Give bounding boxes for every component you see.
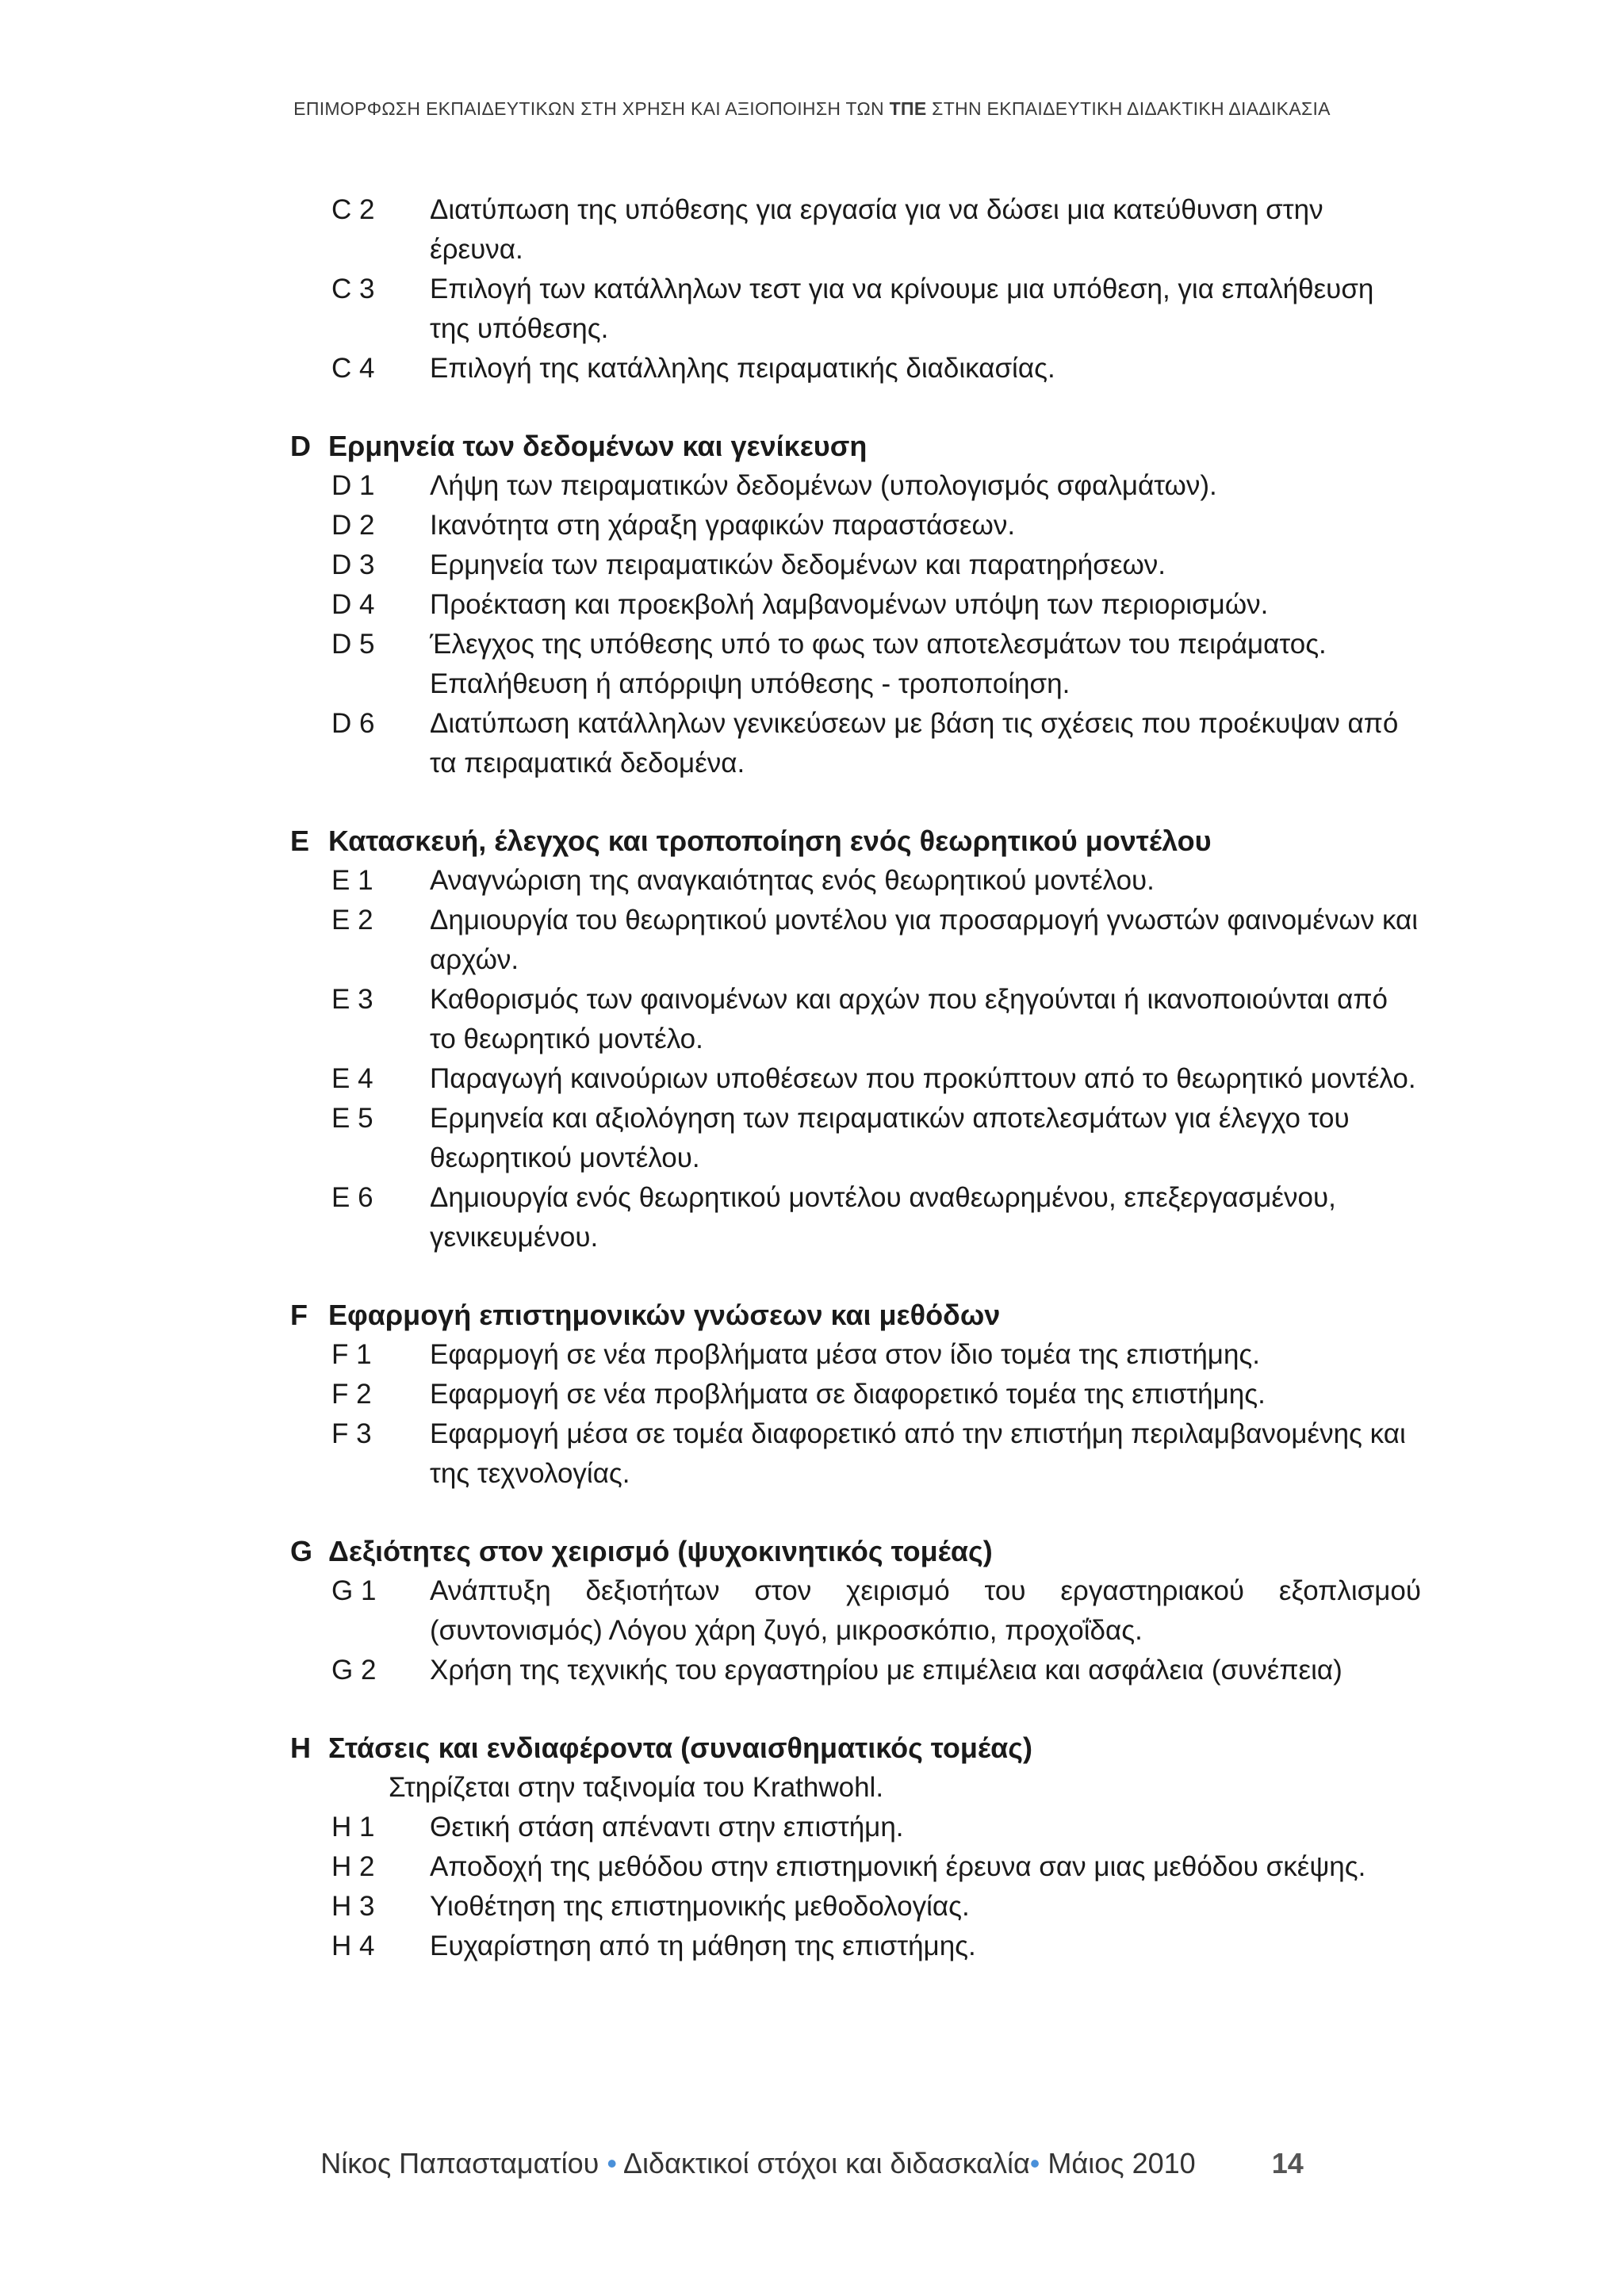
section-heading xyxy=(290,1295,1624,1335)
section-letter: E xyxy=(290,825,310,857)
item-code: D 2 xyxy=(331,510,375,541)
item-code: F 2 xyxy=(331,1379,372,1410)
section-letter: F xyxy=(290,1299,308,1331)
section-letter: G xyxy=(290,1535,313,1567)
list-item xyxy=(0,1887,1624,1927)
item-code: E 6 xyxy=(331,1182,373,1213)
list-item xyxy=(0,1414,1624,1494)
section-letter: D xyxy=(290,430,311,462)
list-item xyxy=(0,270,1624,349)
list-item xyxy=(0,1651,1624,1690)
item-code: C 4 xyxy=(331,353,375,384)
page-header xyxy=(0,98,1624,120)
footer-bullet-icon: • xyxy=(1029,2147,1040,2179)
section-title: Δεξιότητες στον χειρισμό (ψυχοκινητικός τομέας) xyxy=(328,1535,993,1567)
item-code: E 5 xyxy=(331,1103,373,1134)
list-item xyxy=(0,1335,1624,1375)
section xyxy=(0,427,1624,783)
footer-date: Μάιος 2010 xyxy=(1048,2147,1196,2179)
section-title: Κατασκευή, έλεγχος και τροποποίηση ενός θεωρητικού μοντέλου xyxy=(328,825,1212,857)
footer-title: Διδακτικοί στόχοι και διδασκαλία xyxy=(622,2147,1030,2179)
item-code: D 4 xyxy=(331,589,375,620)
list-item xyxy=(0,1808,1624,1847)
section-title: Στάσεις και ενδιαφέροντα (συναισθηματικός τομέας) xyxy=(328,1732,1032,1764)
item-text: Χρήση της τεχνικής του εργαστηρίου με επιμέλεια και ασφάλεια (συνέπεια) xyxy=(430,1655,1342,1686)
item-code: H 3 xyxy=(331,1891,375,1922)
page-footer xyxy=(0,2147,1624,2180)
list-item xyxy=(0,585,1624,625)
item-code: E 1 xyxy=(331,865,373,896)
list-item xyxy=(0,1847,1624,1887)
list-item xyxy=(0,349,1624,388)
section-heading xyxy=(290,427,1624,466)
list-item xyxy=(0,861,1624,901)
item-code: F 3 xyxy=(331,1418,372,1449)
section xyxy=(0,821,1624,1257)
list-item xyxy=(0,1375,1624,1414)
section xyxy=(0,1728,1624,1966)
header-text-after: ΣΤΗΝ ΕΚΠΑΙΔΕΥΤΙΚΗ ΔΙΔΑΚΤΙΚΗ ΔΙΑΔΙΚΑΣΙΑ xyxy=(926,98,1331,119)
item-text: Ανάπτυξη δεξιοτήτων στον χειρισμό του εργαστηριακού εξοπλισμού (συντονισμός) Λόγου χάρη ζυγό, μικροσκόπιο, προχοΐδας. xyxy=(430,1575,1421,1646)
item-text: Ικανότητα στη χάραξη γραφικών παραστάσεων. xyxy=(430,510,1016,541)
list-item xyxy=(0,1099,1624,1178)
item-code: H 2 xyxy=(331,1851,375,1882)
item-code: G 1 xyxy=(331,1575,377,1606)
list-item xyxy=(0,1059,1624,1099)
section-title: Ερμηνεία των δεδομένων και γενίκευση xyxy=(328,430,868,462)
section-heading xyxy=(290,821,1624,861)
item-text: Διατύπωση κατάλληλων γενικεύσεων με βάση τις σχέσεις που προέκυψαν από τα πειραματικά δεδομένα. xyxy=(430,708,1399,779)
section-letter: H xyxy=(290,1732,311,1764)
item-text: Εφαρμογή μέσα σε τομέα διαφορετικό από την επιστήμη περιλαμβανομένης και της τεχνολογίας. xyxy=(430,1418,1406,1489)
list-item xyxy=(0,704,1624,783)
list-item xyxy=(0,190,1624,270)
list-item xyxy=(0,1178,1624,1257)
item-text: Επιλογή των κατάλληλων τεστ για να κρίνουμε μια υπόθεση, για επαλήθευση της υπόθεσης. xyxy=(430,274,1374,344)
document-body xyxy=(0,190,1624,2004)
list-item xyxy=(0,545,1624,585)
section-intro: Στηρίζεται στην ταξινομία του Krathwohl. xyxy=(389,1772,884,1803)
footer-author: Νίκος Παπασταματίου xyxy=(320,2147,599,2179)
section-heading xyxy=(290,1532,1624,1571)
item-text: Προέκταση και προεκβολή λαμβανομένων υπόψη των περιορισμών. xyxy=(430,589,1269,620)
item-text: Παραγωγή καινούριων υποθέσεων που προκύπτουν από το θεωρητικό μοντέλο. xyxy=(430,1063,1416,1094)
item-text: Αναγνώριση της αναγκαιότητας ενός θεωρητικού μοντέλου. xyxy=(430,865,1155,896)
section xyxy=(0,190,1624,388)
section-title: Εφαρμογή επιστημονικών γνώσεων και μεθόδων xyxy=(328,1299,1001,1331)
item-text: Λήψη των πειραματικών δεδομένων (υπολογισμός σφαλμάτων). xyxy=(430,470,1217,501)
item-code: C 2 xyxy=(331,194,375,225)
item-text: Εφαρμογή σε νέα προβλήματα σε διαφορετικό τομέα της επιστήμης. xyxy=(430,1379,1266,1410)
item-text: Επιλογή της κατάλληλης πειραματικής διαδικασίας. xyxy=(430,353,1055,384)
item-text: Έλεγχος της υπόθεσης υπό το φως των αποτελεσμάτων του πειράματος. Επαλήθευση ή απόρριψη υπόθεσης - τροποποίηση. xyxy=(430,629,1327,699)
item-text: Θετική στάση απέναντι στην επιστήμη. xyxy=(430,1812,904,1843)
header-text-before: ΕΠΙΜΟΡΦΩΣΗ ΕΚΠΑΙΔΕΥΤΙΚΩΝ ΣΤΗ ΧΡΗΣΗ ΚΑΙ ΑΞΙΟΠΟΙΗΣΗ ΤΩΝ xyxy=(293,98,890,119)
item-text: Καθορισμός των φαινομένων και αρχών που εξηγούνται ή ικανοποιούνται από το θεωρητικό μοντέλο. xyxy=(430,984,1388,1054)
list-item xyxy=(0,901,1624,980)
item-code: E 2 xyxy=(331,905,373,936)
item-text: Ερμηνεία και αξιολόγηση των πειραματικών αποτελεσμάτων για έλεγχο του θεωρητικού μοντέλου. xyxy=(430,1103,1350,1173)
item-text: Δημιουργία ενός θεωρητικού μοντέλου αναθεωρημένου, επεξεργασμένου, γενικευμένου. xyxy=(430,1182,1336,1253)
list-item xyxy=(0,1927,1624,1966)
item-text: Δημιουργία του θεωρητικού μοντέλου για προσαρμογή γνωστών φαινομένων και αρχών. xyxy=(430,905,1419,975)
item-text: Αποδοχή της μεθόδου στην επιστημονική έρευνα σαν μιας μεθόδου σκέψης. xyxy=(430,1851,1366,1882)
footer-bullet-icon: • xyxy=(607,2147,617,2179)
list-item xyxy=(0,1571,1624,1651)
section xyxy=(0,1295,1624,1494)
item-text: Υιοθέτηση της επιστημονικής μεθοδολογίας. xyxy=(430,1891,970,1922)
list-item xyxy=(0,625,1624,704)
section xyxy=(0,1532,1624,1690)
item-code: F 1 xyxy=(331,1339,372,1370)
item-code: E 4 xyxy=(331,1063,373,1094)
item-code: D 5 xyxy=(331,629,375,660)
item-text: Διατύπωση της υπόθεσης για εργασία για να δώσει μια κατεύθυνση στην έρευνα. xyxy=(430,194,1323,265)
item-code: C 3 xyxy=(331,274,375,304)
item-code: G 2 xyxy=(331,1655,377,1686)
list-item xyxy=(0,506,1624,545)
item-text: Εφαρμογή σε νέα προβλήματα μέσα στον ίδιο τομέα της επιστήμης. xyxy=(430,1339,1261,1370)
list-item xyxy=(0,980,1624,1059)
header-text-bold: ΤΠΕ xyxy=(889,98,927,119)
section-heading xyxy=(290,1728,1624,1768)
item-code: D 3 xyxy=(331,549,375,580)
item-code: D 6 xyxy=(331,708,375,739)
item-text: Ευχαρίστηση από τη μάθηση της επιστήμης. xyxy=(430,1931,976,1961)
item-code: H 1 xyxy=(331,1812,375,1843)
page-number: 14 xyxy=(1271,2147,1304,2179)
item-text: Ερμηνεία των πειραματικών δεδομένων και παρατηρήσεων. xyxy=(430,549,1166,580)
item-code: E 3 xyxy=(331,984,373,1015)
list-item xyxy=(0,466,1624,506)
item-code: H 4 xyxy=(331,1931,375,1961)
item-code: D 1 xyxy=(331,470,375,501)
